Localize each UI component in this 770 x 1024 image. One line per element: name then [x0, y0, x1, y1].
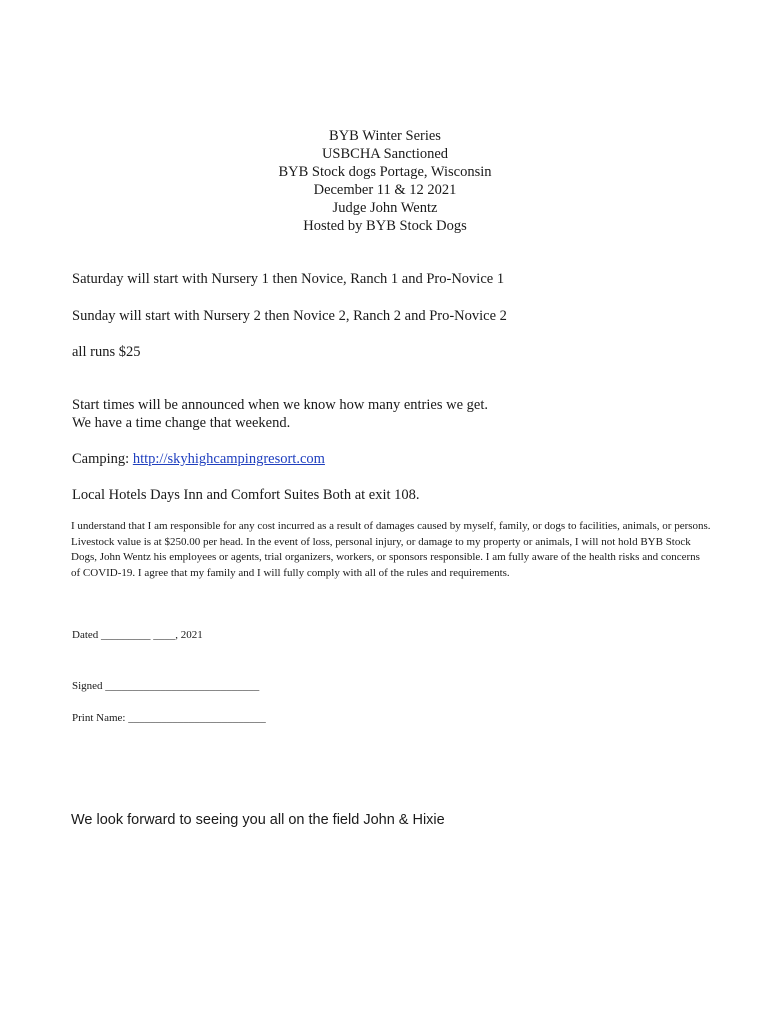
judge-line: Judge John Wentz	[332, 200, 438, 216]
print-name-field: Print Name: _________________________	[72, 712, 266, 724]
saturday-schedule: Saturday will start with Nursery 1 then Novice, Ranch 1 and Pro-Novice 1	[72, 271, 505, 287]
sunday-schedule: Sunday will start with Nursery 2 then Novice 2, Ranch 2 and Pro-Novice 2	[72, 308, 507, 324]
sanction-line: USBCHA Sanctioned	[321, 146, 449, 162]
event-header	[0, 127, 770, 235]
camping-link[interactable]: http://skyhighcampingresort.com	[132, 451, 325, 467]
start-times-note: Start times will be announced when we know how many entries we get.	[72, 397, 488, 413]
camping-label: Camping:	[72, 451, 133, 467]
dated-field: Dated _________ ____, 2021	[72, 629, 203, 641]
date-line: December 11 & 12 2021	[313, 182, 457, 198]
run-fees: all runs $25	[72, 344, 141, 360]
closing-message: We look forward to seeing you all on the field John & Hixie	[71, 812, 445, 828]
camping-line	[72, 450, 325, 468]
liability-waiver: I understand that I am responsible for any cost incurred as a result of damages caused by myself, family, or dogs to facilities, animals, or persons. Livestock value is at $250.00 per head. In the event of loss, personal injury, or damage to my property or animals, I will not hold BYB Stock Dogs, John Wentz his employees or agents, trial organizers, workers, or sponsors responsible. I am fully aware of the health risks and concerns of COVID-19. I agree that my family and I will fully comply with all of the rules and requirements.	[71, 520, 711, 579]
hotels-line: Local Hotels Days Inn and Comfort Suites Both at exit 108.	[72, 487, 420, 503]
time-change-note: We have a time change that weekend.	[72, 415, 291, 431]
host-line: Hosted by BYB Stock Dogs	[303, 218, 467, 234]
event-title: BYB Winter Series	[329, 128, 441, 144]
location-line: BYB Stock dogs Portage, Wisconsin	[278, 164, 492, 180]
signature-field: Signed ____________________________	[72, 680, 260, 692]
